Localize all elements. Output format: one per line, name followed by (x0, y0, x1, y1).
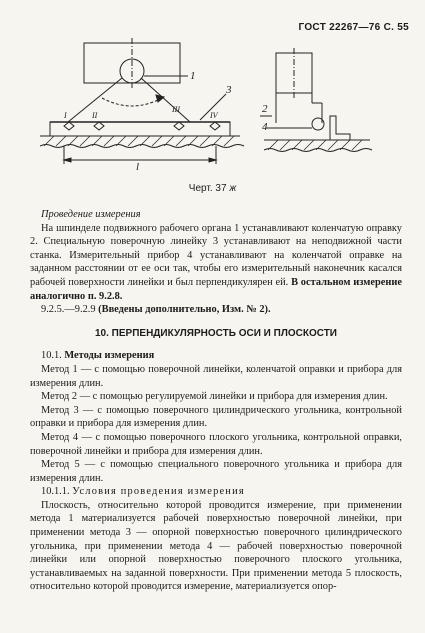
ruler-profile (330, 116, 350, 140)
body-text (30, 208, 402, 594)
label-2: 2 (262, 103, 268, 115)
method-3: Метод 3 — с помощью поверочного цилиндрического угольника, контрольной оправки и прибора для измерения длин. (30, 404, 402, 430)
method-2: Метод 2 — с помощью регулируемой линейки и прибора для измерения длин. (41, 391, 388, 403)
paragraph-3: Плоскость, относительно которой проводится измерение, при применении метода 1 материализуется рабочей поверхностью поверочной линейки, при применении метода 3 — опорной поверхностью поверочного цилиндрического угольника, при применении метода 4 — рабочей поверхностью поверочной линейки или опорной поверхностью поверочного плоского угольника, устанавливаемых на заданной поверхности. При применении метода 5 плоскость, относительно которой проводится измерение, материализуется опор- (30, 499, 402, 593)
figure-caption: Черт. 37 ж (188, 183, 237, 194)
subheading-measurement: Проведение измерения (41, 209, 141, 220)
label-4: 4 (262, 121, 268, 133)
paragraph-2: 9.2.5.—9.2.9 (Введены дополнительно, Изм. № 2). (41, 304, 271, 316)
label-1: 1 (190, 70, 196, 82)
subsection-10-1-1: 10.1.1. Условия проведения измерения (41, 486, 245, 498)
indicator-circle (312, 118, 324, 130)
subsection-10-1: 10.1. Методы измерения (41, 350, 155, 362)
label-II: II (92, 111, 98, 120)
label-III: III (172, 105, 180, 114)
label-IV: IV (210, 111, 218, 120)
section-title: 10. ПЕРПЕНДИКУЛЯРНОСТЬ ОСИ И ПЛОСКОСТИ (95, 327, 337, 339)
label-3: 3 (226, 84, 232, 96)
paragraph-1: На шпинделе подвижного рабочего органа 1 устанавливают коленчатую оправку 2. Специальную поверочную линейку 3 устанавливают на неподвижной части станка. Измерительный прибор 4 устанавливают на коленчатой оправке на заданном расстоянии от ее оси так, чтобы его измерительный наконечник касался рабочей поверхности линейки и был перпендикулярен ей. В остальном измерение аналогично п. 9.2.8. (30, 222, 402, 302)
dimension-l: l (136, 161, 140, 173)
label-I: I (64, 111, 67, 120)
indicator-marks (64, 122, 220, 130)
page-header: ГОСТ 22267—76 С. 55 (298, 22, 409, 33)
technical-drawing (40, 38, 410, 188)
method-1: Метод 1 — с помощью поверочной линейки, коленчатой оправки и прибора для измерения длин. (30, 363, 402, 389)
method-5: Метод 5 — с помощью специального поверочного угольника и прибора для измерения длин. (30, 459, 402, 484)
method-4: Метод 4 — с помощью поверочного плоского угольника, контрольной оправки, поверочной линейки и прибора для измерения длин. (30, 431, 402, 457)
